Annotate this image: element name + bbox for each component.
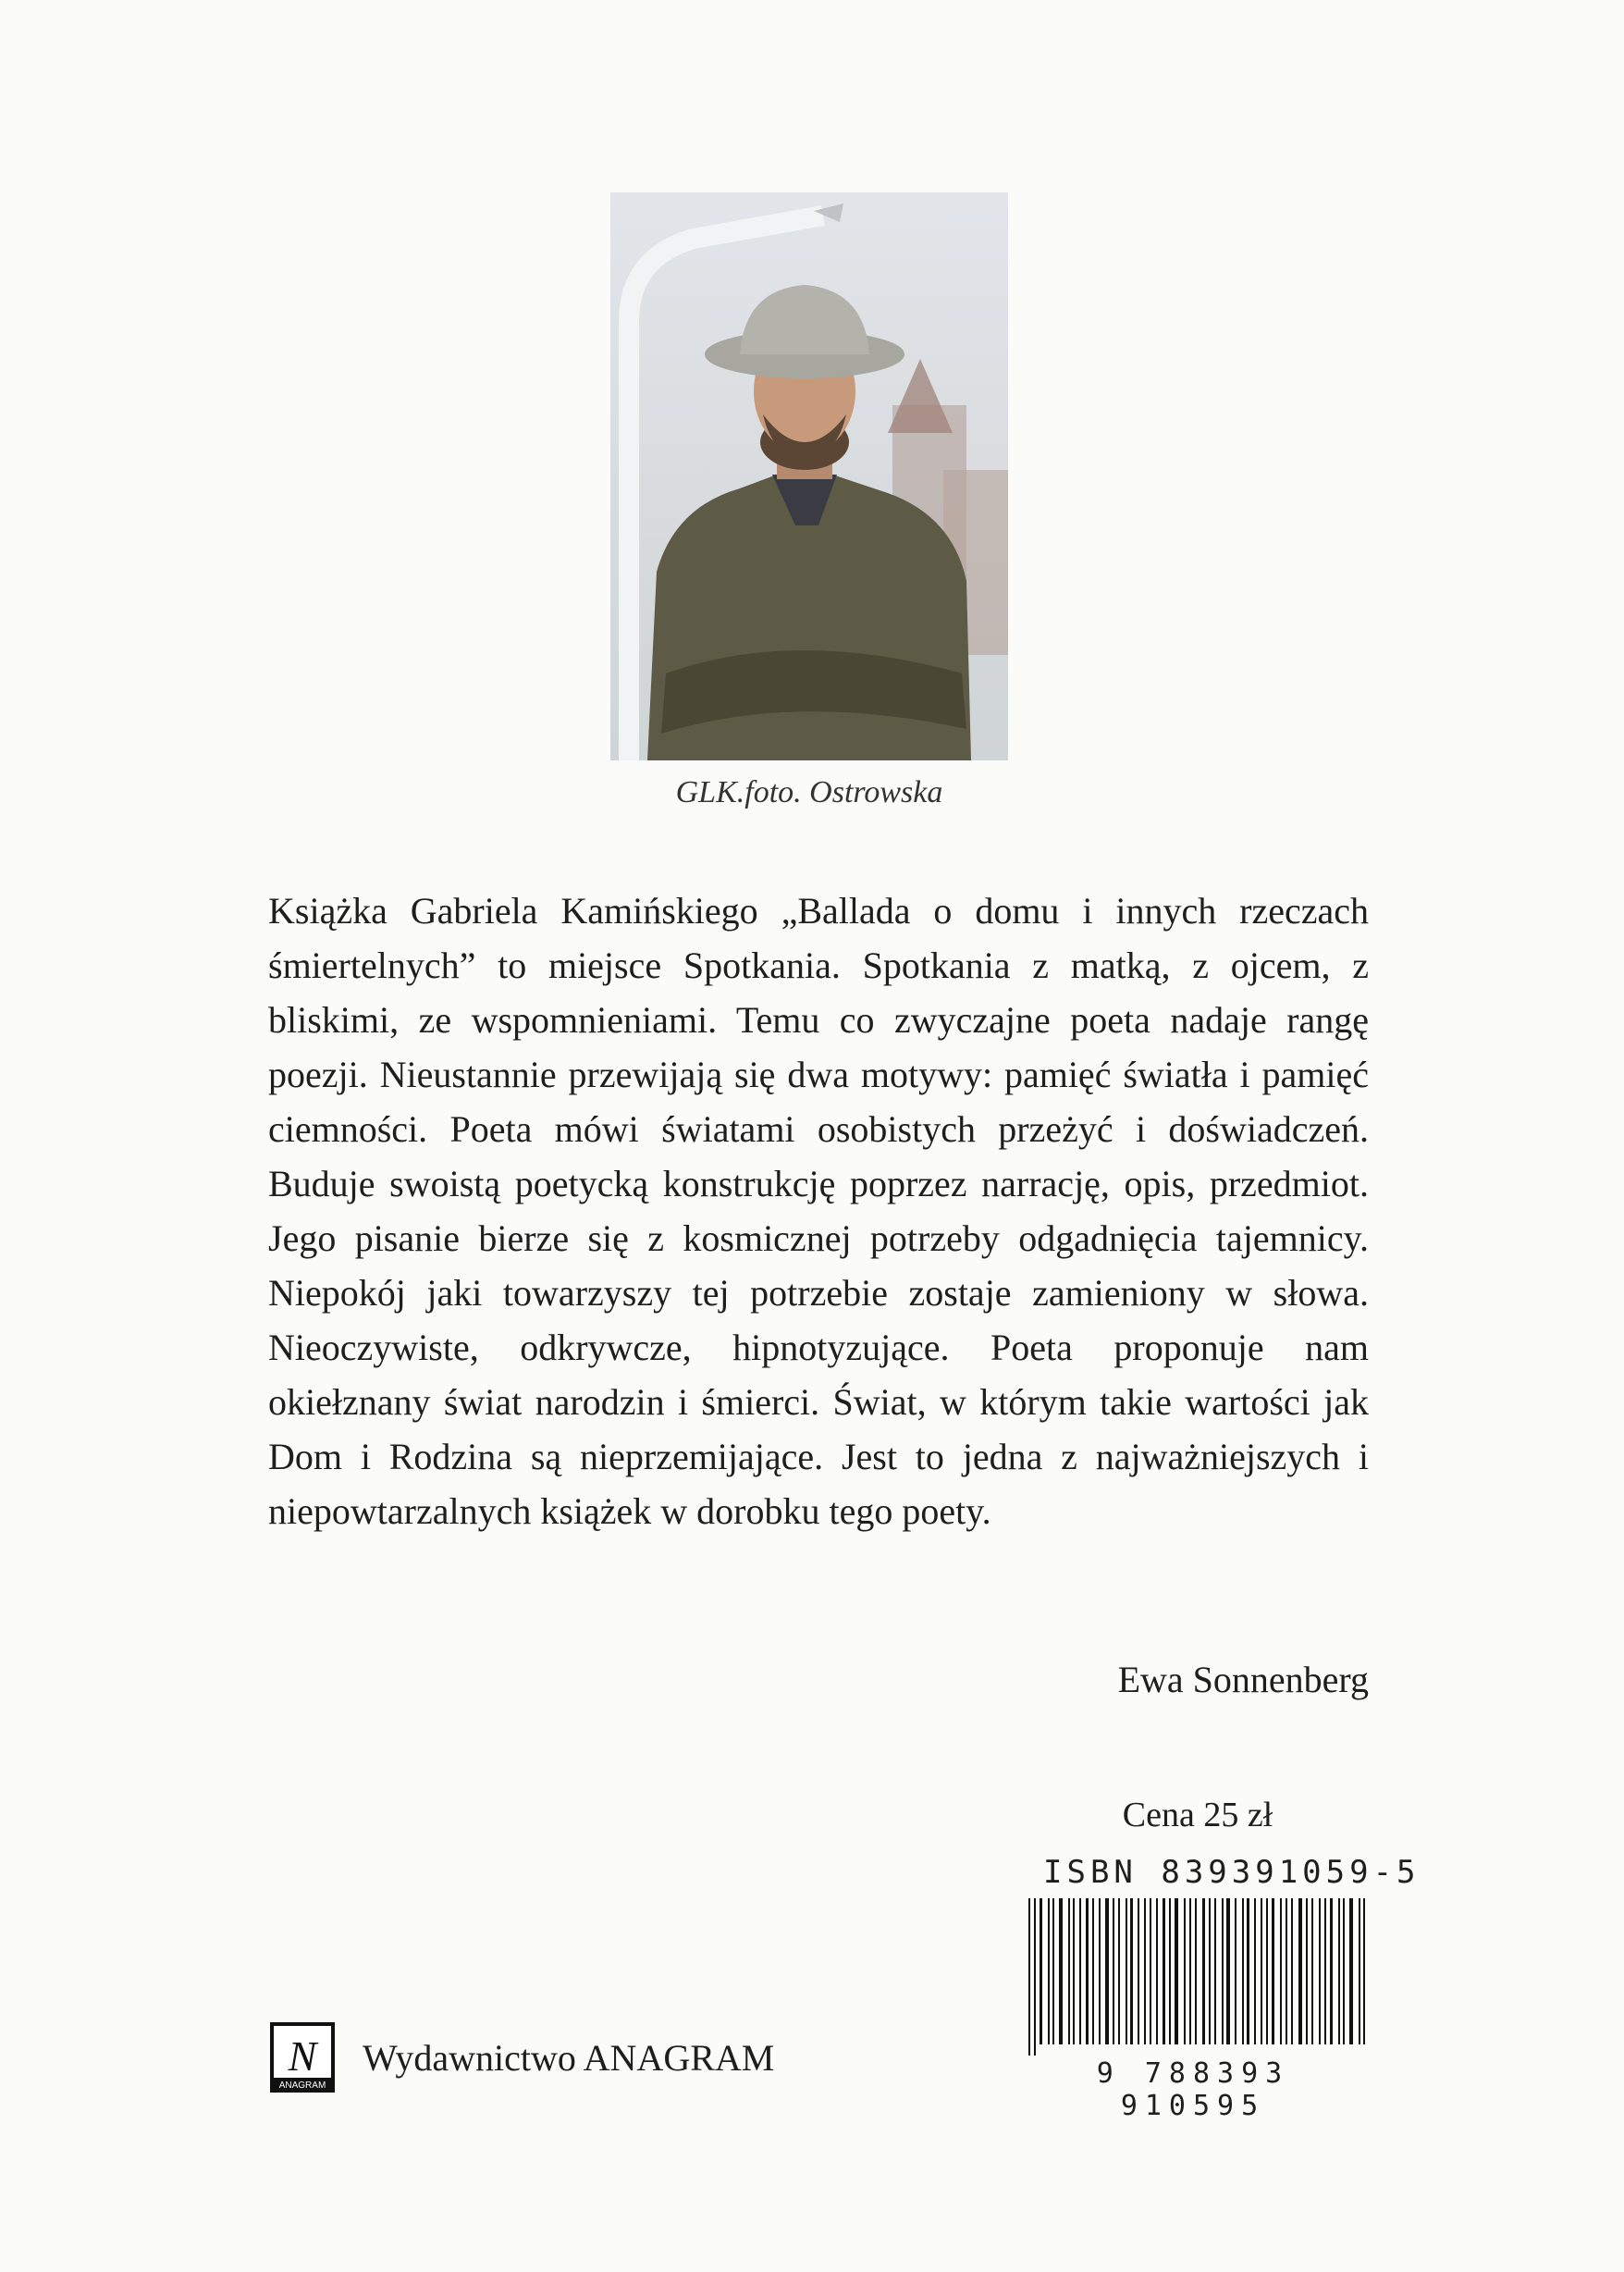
- price-label: Cena 25 zł: [1122, 1796, 1273, 1834]
- isbn-label: ISBN 839391059-5: [1043, 1854, 1421, 1891]
- author-portrait-image: [610, 192, 1008, 760]
- isbn-barcode: [1027, 1898, 1369, 2056]
- svg-text:N: N: [288, 2032, 317, 2080]
- anagram-logo-icon: [270, 2022, 335, 2093]
- publisher-name: Wydawnictwo ANAGRAM: [363, 2036, 775, 2079]
- publisher: [270, 2022, 774, 2093]
- photo-caption: GLK.foto. Ostrowska: [675, 775, 943, 809]
- blurb-author: Ewa Sonnenberg: [1117, 1659, 1369, 1700]
- blurb-text: Książka Gabriela Kamińskiego „Ballada o domu i innych rzeczach śmiertelnych” to miejsce Spotkania. Spotkania z matką, z ojcem, z bliskimi, ze wspomnieniami. Temu co zwyczajne poeta nadaje rangę poezji. Nieustannie przewijają się dwa motywy: pamięć światła i pamięć ciemności. Poeta mówi światami osobistych przeżyć i doświadczeń. Buduje swoistą poetycką konstrukcję poprzez narrację, opis, przedmiot. Jego pisanie bierze się z kosmicznej potrzeby odgadnięcia tajemnicy. Niepokój jaki towarzyszy tej potrzebie zostaje zamieniony w słowa. Nieoczywiste, odkrywcze, hipnotyzujące. Poeta proponuje nam okiełznany świat narodzin i śmierci. Świat, w którym takie wartości jak Dom i Rodzina są nieprzemijające. Jest to jedna z najważniejszych i niepowtarzalnych książek w dorobku tego poety.: [268, 890, 1369, 1532]
- svg-text:ANAGRAM: ANAGRAM: [278, 2081, 326, 2091]
- barcode-digits: 9 788393 910595: [1096, 2057, 1290, 2122]
- author-photo: [610, 192, 1008, 760]
